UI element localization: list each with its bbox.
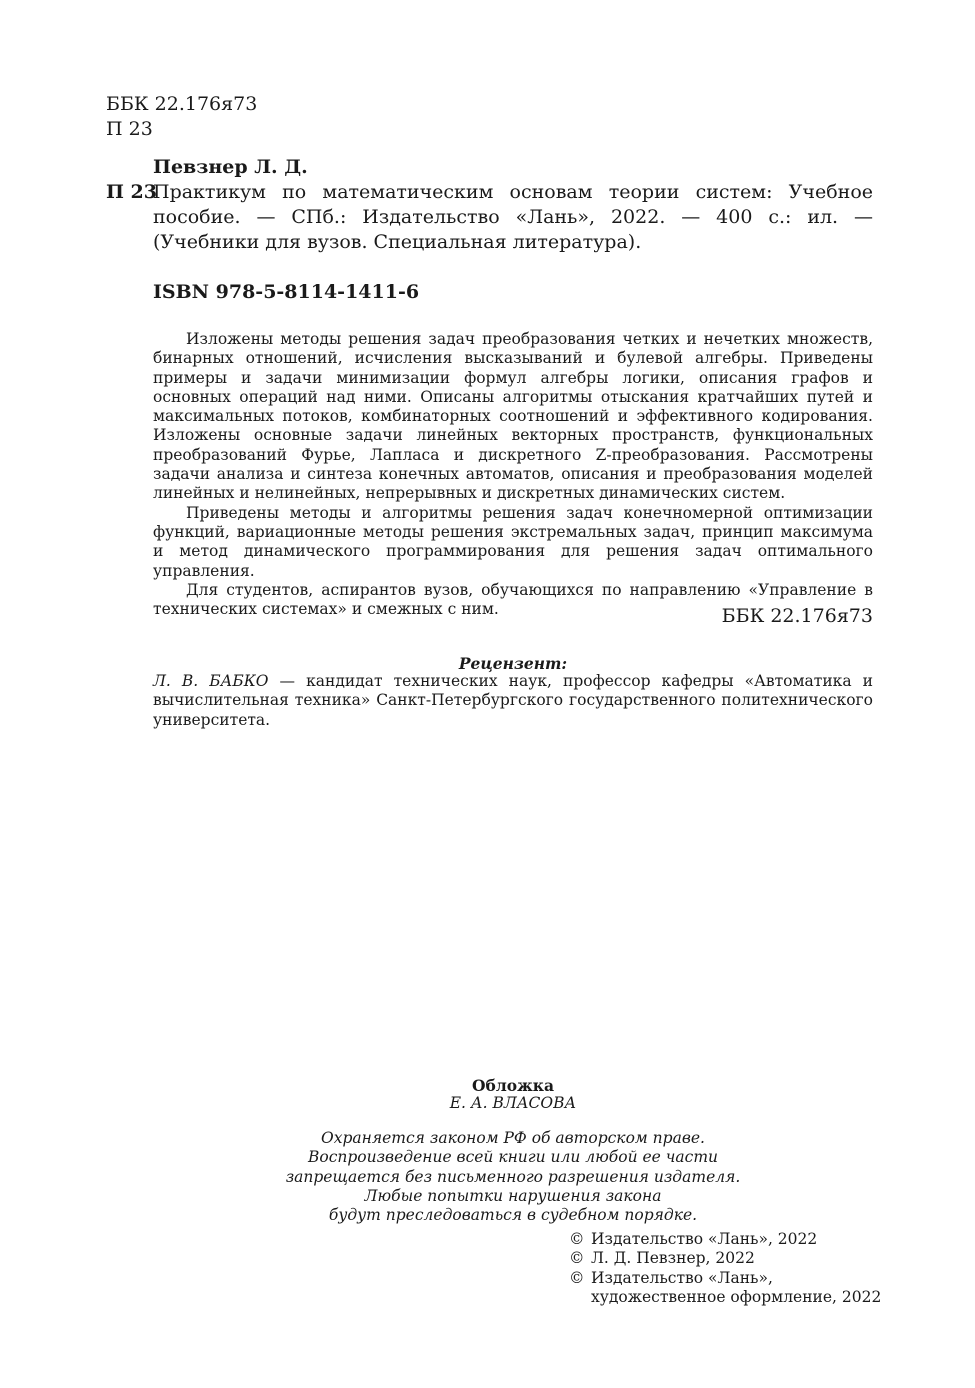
- cover-label: Обложка: [472, 1076, 554, 1095]
- reviewer-info: [153, 672, 873, 730]
- annotation-paragraph-2: Приведены методы и алгоритмы решения задач конечномерной оптимизации функций, вариационные методы решения экстремальных задач, принцип максимума и метод динамического программирования для решения задач оптимального управления.: [153, 503, 873, 580]
- notice-line: Любые попытки нарушения закона: [364, 1186, 662, 1205]
- copyright-symbol: ©: [569, 1249, 585, 1268]
- notice-line: Охраняется законом РФ об авторском праве.: [321, 1129, 705, 1147]
- copyright-text: художественное оформление, 2022: [591, 1287, 882, 1306]
- reviewer-name: Л. В. БАБКО: [153, 672, 269, 690]
- copyright-entry: [569, 1230, 889, 1249]
- copyright-text: Л. Д. Певзнер, 2022: [591, 1249, 755, 1268]
- book-description: Практикум по математическим основам теории систем: Учебное пособие. — СПб.: Издательство «Лань», 2022. — 400 с.: ил. — (Учебники для вузов. Специальная литература).: [153, 181, 873, 253]
- annotation-bbk: ББК 22.176я73: [721, 605, 873, 627]
- copyright-symbol: ©: [569, 1268, 585, 1287]
- annotation: [153, 330, 873, 619]
- copyright-entry: [569, 1269, 889, 1288]
- copyright-text: Издательство «Лань», 2022: [591, 1230, 818, 1248]
- copyright-symbol: ©: [569, 1230, 585, 1248]
- copyright-text: Издательство «Лань»,: [591, 1268, 773, 1287]
- bbk-code: ББК 22.176я73: [106, 93, 258, 115]
- annotation-paragraph-3: Для студентов, аспирантов вузов, обучающихся по направлению «Управление в технических системах» и смежных с ним.: [153, 580, 873, 619]
- reviewer-heading: Рецензент:: [458, 654, 568, 673]
- isbn: ISBN 978-5-8114-1411-6: [153, 281, 420, 303]
- notice-line: будут преследоваться в судебном порядке.: [328, 1206, 698, 1225]
- notice-line: запрещается без письменного разрешения издателя.: [285, 1167, 741, 1186]
- entry-mark: П 23: [106, 181, 157, 203]
- reviewer-text: — кандидат технических наук, профессор кафедры «Автоматика и вычислительная техника» Санкт-Петербургского государственного политехнического университета.: [153, 672, 873, 729]
- cover-designer: Е. А. ВЛАСОВА: [449, 1094, 577, 1112]
- copyright-entry: [569, 1249, 889, 1268]
- copyright-symbol: [569, 1288, 591, 1307]
- copyright-entry: [569, 1288, 889, 1307]
- notice-line: Воспроизведение всей книги или любой ее части: [307, 1148, 719, 1167]
- author-name: Певзнер Л. Д.: [153, 156, 308, 178]
- annotation-paragraph-1: Изложены методы решения задач преобразования четких и нечетких множеств, бинарных отношений, исчисления высказываний и булевой алгебры. Приведены примеры и задачи минимизации формул алгебры логики, описания графов и основных операций над ними. Описаны алгоритмы отыскания кратчайших путей и максимальных потоков, комбинаторных соотношений и эффективного кодирования. Изложены основные задачи линейных векторных пространств, функциональных преобразований Фурье, Лапласа и дискретного Z-преобразования. Рассмотрены задачи анализа и синтеза конечных автоматов, описания и преобразования моделей линейных и нелинейных, непрерывных и дискретных динамических систем.: [153, 330, 873, 503]
- copyright-list: [569, 1230, 889, 1307]
- copyright-notice: [263, 1129, 763, 1225]
- author-mark: П 23: [106, 118, 153, 140]
